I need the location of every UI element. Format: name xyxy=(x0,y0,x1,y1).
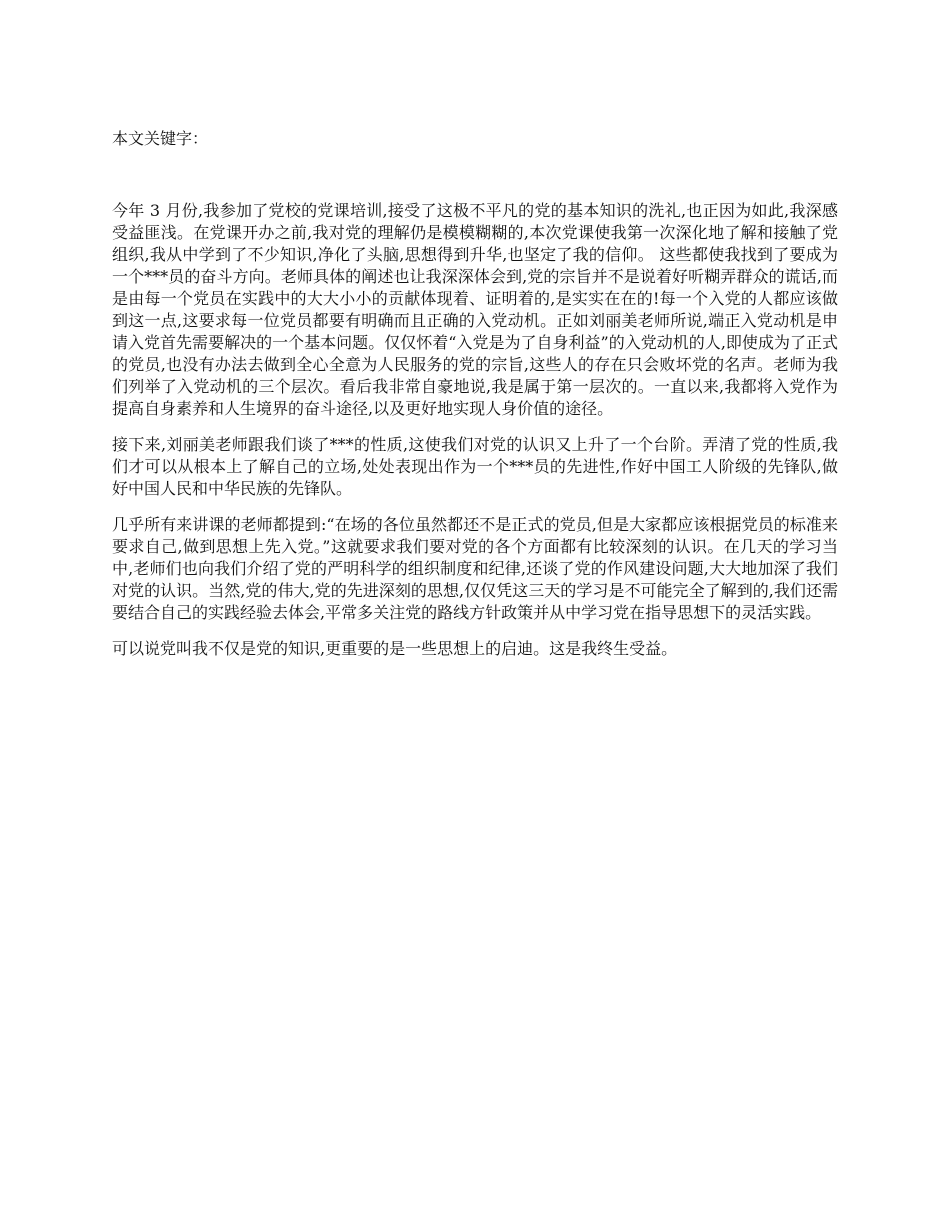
paragraph-1: 今年 3 月份,我参加了党校的党课培训,接受了这极不平凡的党的基本知识的洗礼,也正因为如此,我深感受益匪浅。在党课开办之前,我对党的理解仍是模模糊糊的,本次党课使我第一次深化地了解和接触了党组织,我从中学到了不少知识,净化了头脑,思想得到升华,也坚定了我的信仰。 这些都使我找到了要成为一个***员的奋斗方向。老师具体的阐述也让我深深体会到,党的宗旨并不是说着好听糊弄群众的谎话,而是由每一个党员在实践中的大大小小的贡献体现着、证明着的,是实实在在的!每一个入党的人都应该做到这一点,这要求每一位党员都要有明确而且正确的入党动机。正如刘丽美老师所说,端正入党动机是申请入党首先需要解决的一个基本问题。仅仅怀着“入党是为了自身利益”的入党动机的人,即使成为了正式的党员,也没有办法去做到全心全意为人民服务的党的宗旨,这些人的存在只会败坏党的名声。老师为我们列举了入党动机的三个层次。看后我非常自豪地说,我是属于第一层次的。一直以来,我都将入党作为提高自身素养和人生境界的奋斗途径,以及更好地实现人身价值的途径。 xyxy=(112,201,838,418)
paragraph-3: 几乎所有来讲课的老师都提到:“在场的各位虽然都还不是正式的党员,但是大家都应该根据党员的标准来要求自己,做到思想上先入党。”这就要求我们要对党的各个方面都有比较深刻的认识。在几天的学习当中,老师们也向我们介绍了党的严明科学的组织制度和纪律,还谈了党的作风建设问题,大大地加深了我们对党的认识。当然,党的伟大,党的先进深刻的思想,仅仅凭这三天的学习是不可能完全了解到的,我们还需要结合自己的实践经验去体会,平常多关注党的路线方针政策并从中学习党在指导思想下的灵活实践。 xyxy=(112,515,838,622)
keywords-label: 本文关键字： xyxy=(112,129,209,148)
paragraph-4: 可以说党叫我不仅是党的知识,更重要的是一些思想上的启迪。这是我终生受益。 xyxy=(112,639,678,658)
document-page xyxy=(112,128,838,674)
paragraph-2: 接下来,刘丽美老师跟我们谈了***的性质,这使我们对党的认识又上升了一个台阶。弄清了党的性质,我们才可以从根本上了解自己的立场,处处表现出作为一个***员的先进性,作好中国工人阶级的先锋队,做好中国人民和中华民族的先锋队。 xyxy=(112,435,838,498)
document-body xyxy=(112,200,838,660)
